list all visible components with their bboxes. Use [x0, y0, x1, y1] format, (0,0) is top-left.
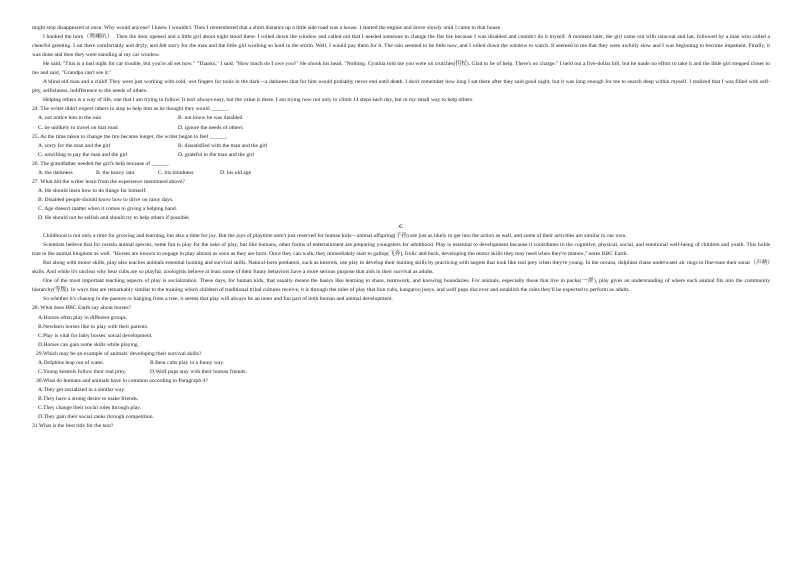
- passage-c-paragraph-2: Scientists believe that for certain animal species, some fun is play for the sake of play, but like humans, other forms of entertainment are preparing youngsters for adulthood. Play is essential to development because it contributes to the cognitive, physical, social, and emotional well-being of children and youth. This holds true in the animal kingdom as well. "Horses are known to engage in play almost as soon as they are born. Once they can walk, they immediately start to gallop(飞奔), frolic and buck, developing the motor skills they may need when they're mature," notes BBC Earth.: [32, 242, 770, 258]
- question-27-option-b: B. Disabled people should know how to drive on rainy days.: [38, 196, 174, 203]
- question-29-option-b: B.Bear cubs play in a funny way.: [150, 359, 225, 366]
- question-29-option-d: D.Wolf pups stay with their human friends.: [150, 368, 247, 375]
- section-label-c: C: [398, 224, 404, 231]
- question-24-option-c: C. be unlikely to travel on that road: [38, 124, 118, 131]
- passage-c-paragraph-5: So whether it's chasing in the pasture or hanging from a tree, it seems that play will always be an inner and fun part of both human and animal development.: [43, 296, 393, 303]
- question-28-option-b: B.Newborn horses like to play with their parents.: [38, 323, 149, 330]
- passage-c: [32, 223, 770, 431]
- passage-b-paragraph-4: A blind old man and a child! They were just working with cold, wet fingers for tools in the dark—a darkness that for him would probably never end until death. I don't remember how long I sat there after they said good night, but it was long enough for me to search deep within myself. I realized that I was filled with self-pity, selfishness, indifference to the needs of others.: [32, 79, 770, 95]
- question-24-option-b: B. not know he was disabled: [178, 115, 243, 122]
- question-27-option-d: D. He should not be selfish and should try to help others if possible.: [38, 214, 191, 221]
- passage-b-paragraph-3: He said, "This is a bad night for car trouble, but you're all set now." "Thanks," I said. "How much do I owe you?" He shook his head. "Nothing. Cynthia told me you were on crutches(拐杖). Glad to be of help. There's no charge." I held out a five-dollar bill, but he made no effort to take it and the little girl stepped closer to me and said, "Grandpa can't see it.": [32, 61, 770, 77]
- question-29-options-row-2: [32, 368, 770, 377]
- question-25-option-c: C. unwilling to pay the man and the girl: [38, 151, 128, 158]
- question-29-stem: 29.Which may be an example of animals' developing their survival skills?: [36, 350, 202, 357]
- question-28-option-a: A.Horses often play in different groups.: [38, 314, 128, 321]
- question-27-stem: 27. What did the writer learn from the experience mentioned above?: [32, 178, 185, 185]
- passage-b-paragraph-5: Helping others is a way of life, one that I am trying to follow. It isn't always easy, but the value is there. I am trying now not only to climb 14 steps each day, but in my small way to help others.: [43, 97, 474, 104]
- question-30-option-c: C.They change their social roles through play.: [38, 404, 142, 411]
- passage-c-paragraph-4: One of the most important teaching aspects of play is socialization. These days, for human kids, that usually means the basics like learning to share, teamwork, and knowing boundaries. For animals, especially those that live in packs(一群), play gives an understanding of where each animal fits into the community hierarchy(等级). In ways that are remarkably similar to the training which children of traditional tribal cultures receive, it is through the rules of play that lion cubs, kangaroo joeys, and wolf pups discover and establish the roles they'll be expected to perform as adults.: [32, 278, 770, 294]
- question-27-option-a: A. He should learn how to do things for himself.: [38, 187, 147, 194]
- question-25-option-d: D. grateful to the man and the girl: [178, 151, 255, 158]
- passage-b: [32, 24, 770, 223]
- question-26-option-d: D. his old age: [220, 169, 252, 176]
- passage-c-paragraph-3: But along with motor skills, play also teaches animals essential hunting and survival skills. Natural-born predators, such as kestrels, use play to develop their hunting skills by practicing with targets that look like real prey when they're young. In the oceans, dolphins chase underwater air rings to fine-tune their sonar（声呐）skills. And while it's unclear why bear cubs are so playful, zoologists believe at least some of their funny behaviors have a more serious purpose that aids in their survival as adults.: [32, 260, 770, 276]
- question-27-option-c: C. Age doesn't matter when it comes to giving a helping hand.: [38, 205, 178, 212]
- question-25-option-b: B. dissatisfied with the man and the girl: [178, 142, 268, 149]
- question-29-options-row-1: [32, 359, 770, 368]
- question-28-option-d: D.Horses can gain some skills while playing.: [38, 341, 139, 348]
- question-30-option-d: D.They gain their social ranks through competition.: [38, 414, 154, 421]
- question-25-options-row-2: [32, 151, 770, 160]
- question-25-option-a: A. sorry for the man and the girl: [38, 142, 111, 149]
- question-30-stem: 30.What do humans and animals have in common according to Paragraph 4?: [36, 377, 208, 384]
- question-24-option-d: D. ignore the needs of others: [178, 124, 243, 131]
- question-31-stem: 31.What is the best title for the text?: [32, 423, 114, 430]
- question-30-option-b: B.They have a strong desire to make friends.: [38, 395, 139, 402]
- question-24-stem: 24. The writer didn't expect others to stop to help him as he thought they would ______.: [32, 106, 230, 113]
- question-26-option-b: B. the heavy rain: [96, 169, 135, 176]
- question-28-option-c: C.Play is vital for baby horses' social development.: [38, 332, 153, 339]
- question-26-options-row: [32, 169, 770, 178]
- question-24-options-row-1: [32, 114, 770, 123]
- question-30-option-a: A.They get socialized in a similar way.: [38, 386, 126, 393]
- passage-b-paragraph-2: I honked the horn（鸣喇叭）. Then the door opened and a little girl about eight stood there. I rolled down the window and called out that I needed someone to change the flat tire because I was disabled and couldn't do it myself. A moment later, the girl came out with raincoat and hat, followed by a man who called a cheerful greeting. I sat there comfortably and dryly, and felt sorry for the man and the little girl working so hard in the storm. Well, I would pay them for it. The rain seemed to be little now, and I rolled down the window to watch. It seemed to me that they were awfully slow and I was beginning to become impatient. Finally, it was done and then they were standing at my car window.: [32, 34, 770, 59]
- question-29-option-a: A.Dolphins leap out of water.: [38, 359, 105, 366]
- question-25-stem: 25. As the time taken to change the tire became longer, the writer began to feel ______.: [32, 133, 228, 140]
- question-26-option-a: A. the darkness: [38, 169, 73, 176]
- question-24-option-a: A. not notice him in the rain: [38, 115, 102, 122]
- question-28-stem: 28. What does BBC Earth say about horses?: [32, 305, 132, 312]
- passage-c-paragraph-1: Childhood is not only a time for growing and learning, but also a time for joy. But the joys of playtime aren't just reserved for human kids—animal offspring(子孙) are just as likely to get into the action as well, and some of their activities are similar to our own.: [43, 233, 627, 240]
- passage-b-paragraph-1: might stop disappeared at once. Why would anyone? I knew I wouldn't. Then I remembered that a short distance up a little side road was a house. I started the engine and drove slowly until I came to that house.: [32, 25, 502, 31]
- question-26-stem: 26. The grandfather needed the girl's help because of ______.: [32, 160, 170, 167]
- question-24-options-row-2: [32, 124, 770, 133]
- question-26-option-c: C. his blindness: [158, 169, 194, 176]
- question-29-option-c: C.Young kestrels follow their real prey.: [38, 368, 127, 375]
- question-25-options-row-1: [32, 142, 770, 151]
